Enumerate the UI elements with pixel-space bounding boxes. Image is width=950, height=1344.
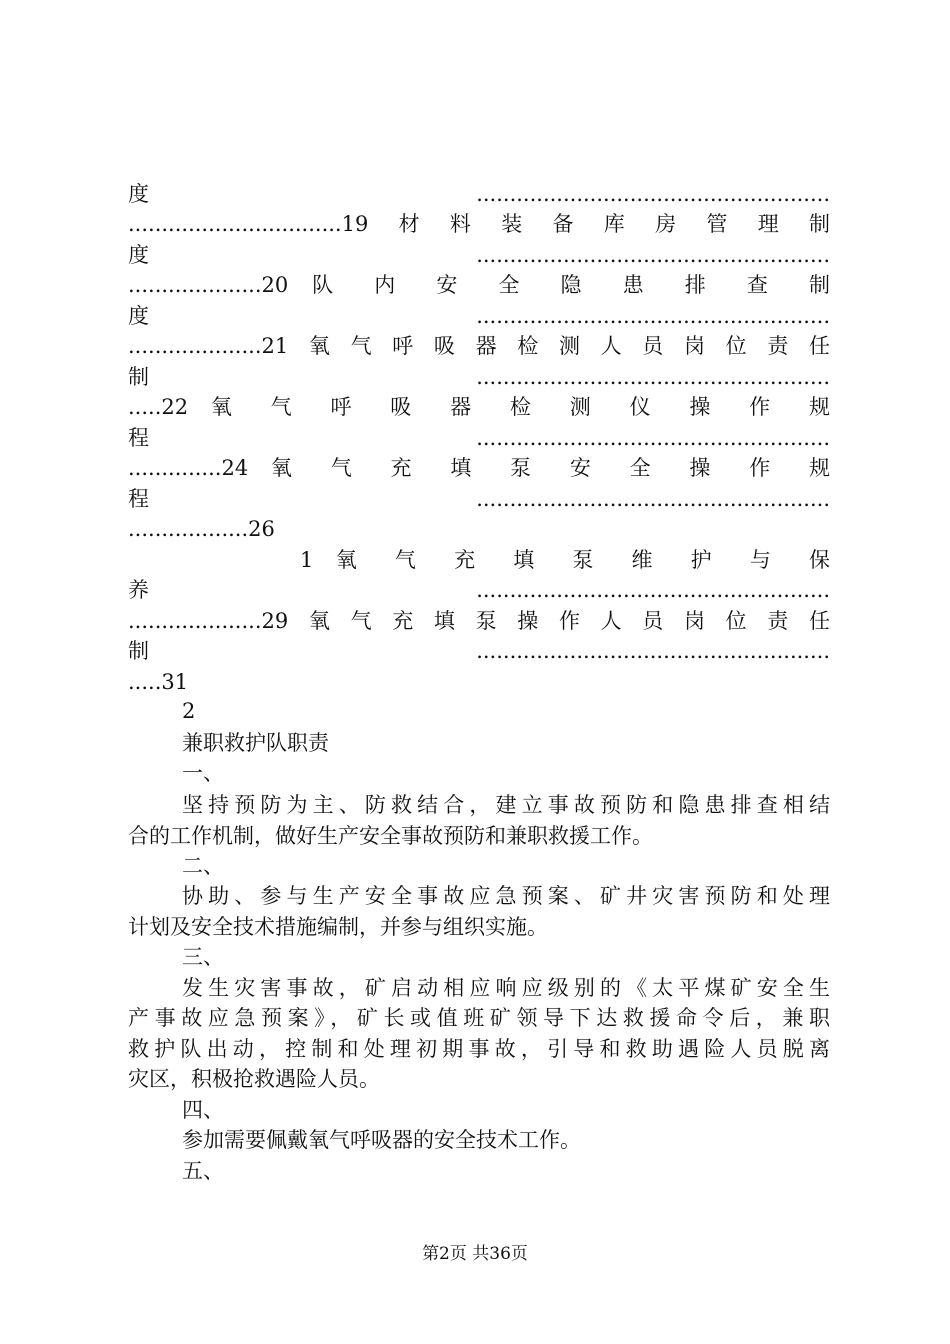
toc-line: ....................29氧气充填泵操作人员岗位责任 (128, 609, 830, 633)
toc-line: 程..................................................... (128, 487, 830, 511)
toc-line: .....31 (128, 670, 189, 694)
toc-line: 1 氧 气 充 填 泵 维 护 与 保 (300, 548, 830, 572)
toc-line: 制..................................................... (128, 639, 830, 663)
item-number: 一、 (182, 761, 224, 785)
paragraph-line: 坚持预防为主、防救结合，建立事故预防和隐患排查相结 (182, 793, 830, 817)
item-number: 四、 (182, 1098, 224, 1122)
toc-line: ................................19材料装备库房管理制 (128, 212, 830, 236)
page-number-label: 2 (182, 699, 196, 723)
item-number: 五、 (182, 1159, 224, 1183)
toc-line: ..................26 (128, 517, 275, 541)
paragraph-line: 发生灾害事故，矿启动相应响应级别的《太平煤矿安全生 (182, 976, 830, 1000)
item-number: 三、 (182, 945, 224, 969)
toc-line: ....................21氧气呼吸器检测人员岗位责任 (128, 334, 830, 358)
paragraph-line: 协助、参与生产安全事故应急预案、矿井灾害预防和处理 (182, 884, 830, 908)
page-footer: 第2页 共36页 (422, 1244, 528, 1264)
toc-line: 养..................................................... (128, 578, 830, 602)
toc-line: ....................20 队 内 安 全 隐 患 排 查 制 (128, 273, 830, 297)
toc-line: ..............24 氧 气 充 填 泵 安 全 操 作 规 (128, 456, 830, 480)
toc-line: 度..................................................... (128, 304, 830, 328)
paragraph-line: 参加需要佩戴氧气呼吸器的安全技术工作。 (182, 1128, 581, 1152)
toc-line: .....22 氧 气 呼 吸 器 检 测 仪 操 作 规 (128, 395, 830, 419)
paragraph-line: 灾区，积极抢救遇险人员。 (128, 1067, 380, 1091)
toc-line: 度..................................................... (128, 243, 830, 267)
toc-line: 制..................................................... (128, 365, 830, 389)
paragraph-line: 救护队出动，控制和处理初期事故，引导和救助遇险人员脱离 (128, 1037, 830, 1061)
toc-line: 度..................................................... (128, 182, 830, 206)
toc-line: 程..................................................... (128, 426, 830, 450)
paragraph-line: 计划及安全技术措施编制，并参与组织实施。 (128, 915, 548, 939)
item-number: 二、 (182, 854, 224, 878)
paragraph-line: 合的工作机制，做好生产安全事故预防和兼职救援工作。 (128, 824, 653, 848)
section-title: 兼职救护队职责 (182, 731, 329, 755)
paragraph-line: 产事故应急预案》，矿长或值班矿领导下达救援命令后，兼职 (128, 1006, 830, 1030)
